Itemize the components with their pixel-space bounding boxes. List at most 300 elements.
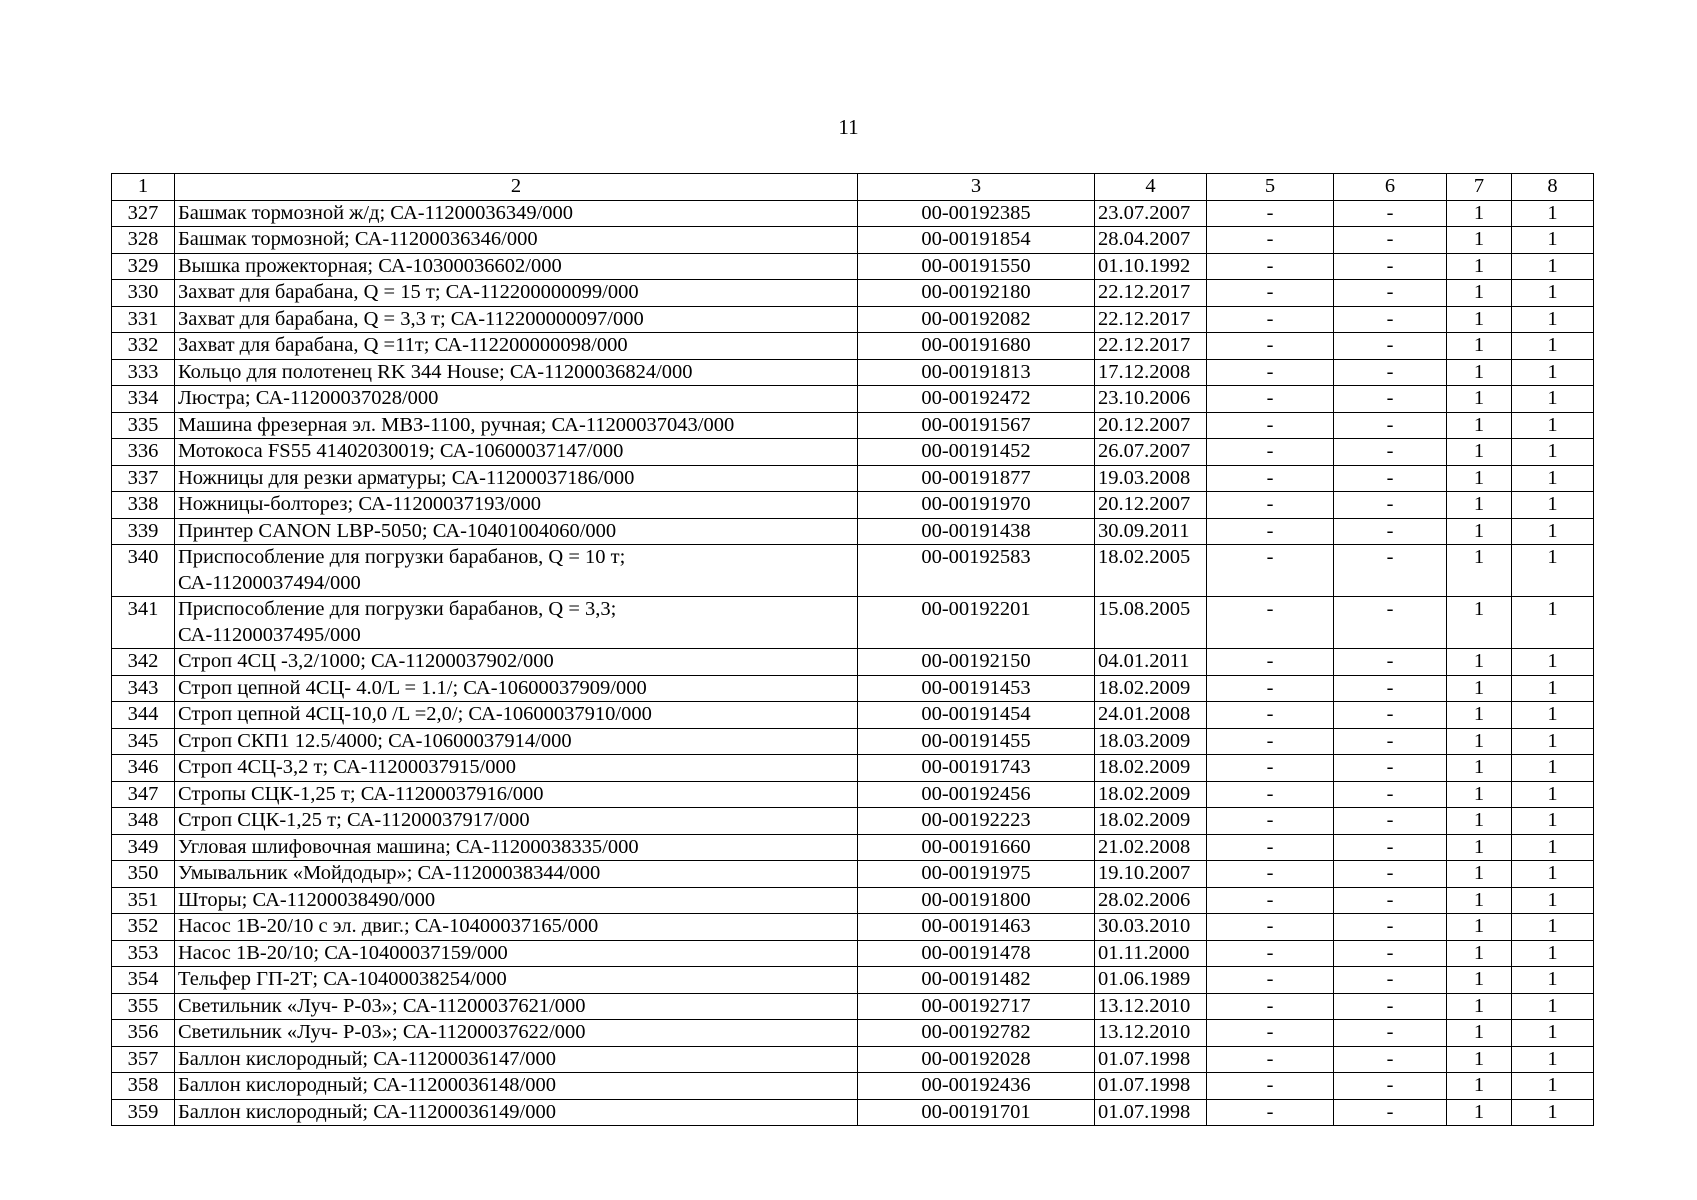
inventory-code-cell: 00-00192583 (858, 545, 1095, 597)
column-5-cell: - (1207, 386, 1334, 413)
inventory-code-cell: 00-00192180 (858, 280, 1095, 307)
column-7-cell: 1 (1447, 967, 1512, 994)
inventory-code-cell: 00-00191743 (858, 755, 1095, 782)
item-name-cell (175, 545, 858, 597)
table-row (112, 887, 1594, 914)
column-6-cell: - (1334, 702, 1447, 729)
date-cell: 13.12.2010 (1095, 1020, 1207, 1047)
item-name-cell: Кольцо для полотенец RK 344 House; СА-11200036824/000 (175, 359, 858, 386)
column-6-cell: - (1334, 1099, 1447, 1126)
column-5-cell: - (1207, 834, 1334, 861)
item-name-cell: Машина фрезерная эл. МВЗ-1100, ручная; СА-11200037043/000 (175, 412, 858, 439)
column-header: 4 (1095, 174, 1207, 201)
column-8-cell: 1 (1512, 439, 1594, 466)
table-row (112, 649, 1594, 676)
item-name-cell: Шторы; СА-11200038490/000 (175, 887, 858, 914)
column-7-cell: 1 (1447, 1020, 1512, 1047)
date-cell: 22.12.2017 (1095, 306, 1207, 333)
column-8-cell: 1 (1512, 465, 1594, 492)
inventory-code-cell: 00-00191478 (858, 940, 1095, 967)
column-5-cell: - (1207, 940, 1334, 967)
table-row (112, 439, 1594, 466)
column-5-cell: - (1207, 333, 1334, 360)
date-cell: 24.01.2008 (1095, 702, 1207, 729)
column-6-cell: - (1334, 306, 1447, 333)
column-8-cell: 1 (1512, 386, 1594, 413)
column-7-cell: 1 (1447, 253, 1512, 280)
table-row (112, 702, 1594, 729)
column-7-cell: 1 (1447, 597, 1512, 649)
row-number-cell: 351 (112, 887, 175, 914)
date-cell: 28.04.2007 (1095, 227, 1207, 254)
item-name-cell: Светильник «Луч- Р-03»; СА-11200037621/000 (175, 993, 858, 1020)
row-number-cell: 328 (112, 227, 175, 254)
column-5-cell: - (1207, 359, 1334, 386)
date-cell: 01.10.1992 (1095, 253, 1207, 280)
column-7-cell: 1 (1447, 465, 1512, 492)
table-row (112, 333, 1594, 360)
column-5-cell: - (1207, 675, 1334, 702)
row-number-cell: 344 (112, 702, 175, 729)
item-name-cell: Ножницы для резки арматуры; СА-11200037186/000 (175, 465, 858, 492)
column-7-cell: 1 (1447, 940, 1512, 967)
column-5-cell: - (1207, 412, 1334, 439)
column-header: 6 (1334, 174, 1447, 201)
table-row (112, 1099, 1594, 1126)
item-name-line: СА-11200037494/000 (178, 571, 361, 594)
item-name-cell: Башмак тормозной; СА-11200036346/000 (175, 227, 858, 254)
table-row (112, 914, 1594, 941)
column-7-cell: 1 (1447, 887, 1512, 914)
column-5-cell: - (1207, 728, 1334, 755)
row-number-cell: 342 (112, 649, 175, 676)
inventory-code-cell: 00-00191452 (858, 439, 1095, 466)
item-name-cell: Вышка прожекторная; СА-10300036602/000 (175, 253, 858, 280)
date-cell: 18.02.2005 (1095, 545, 1207, 597)
row-number-cell: 331 (112, 306, 175, 333)
table-header-row (112, 174, 1594, 201)
date-cell: 19.03.2008 (1095, 465, 1207, 492)
row-number-cell: 345 (112, 728, 175, 755)
date-cell: 01.11.2000 (1095, 940, 1207, 967)
item-name-line: СА-11200037495/000 (178, 623, 361, 646)
row-number-cell: 354 (112, 967, 175, 994)
column-7-cell: 1 (1447, 808, 1512, 835)
column-7-cell: 1 (1447, 386, 1512, 413)
inventory-code-cell: 00-00192472 (858, 386, 1095, 413)
column-6-cell: - (1334, 280, 1447, 307)
table-row (112, 412, 1594, 439)
table-row (112, 492, 1594, 519)
column-8-cell: 1 (1512, 728, 1594, 755)
table-row (112, 518, 1594, 545)
column-5-cell: - (1207, 887, 1334, 914)
date-cell: 28.02.2006 (1095, 887, 1207, 914)
column-5-cell: - (1207, 993, 1334, 1020)
column-7-cell: 1 (1447, 834, 1512, 861)
column-6-cell: - (1334, 227, 1447, 254)
column-6-cell: - (1334, 1046, 1447, 1073)
column-7-cell: 1 (1447, 1073, 1512, 1100)
row-number-cell: 357 (112, 1046, 175, 1073)
column-6-cell: - (1334, 386, 1447, 413)
row-number-cell: 353 (112, 940, 175, 967)
column-6-cell: - (1334, 993, 1447, 1020)
inventory-code-cell: 00-00192082 (858, 306, 1095, 333)
column-6-cell: - (1334, 597, 1447, 649)
table-row (112, 597, 1594, 649)
column-header: 5 (1207, 174, 1334, 201)
column-6-cell: - (1334, 834, 1447, 861)
column-7-cell: 1 (1447, 280, 1512, 307)
row-number-cell: 343 (112, 675, 175, 702)
date-cell: 18.02.2009 (1095, 808, 1207, 835)
column-header: 3 (858, 174, 1095, 201)
column-5-cell: - (1207, 861, 1334, 888)
column-6-cell: - (1334, 914, 1447, 941)
table-row (112, 993, 1594, 1020)
row-number-cell: 340 (112, 545, 175, 597)
column-header: 1 (112, 174, 175, 201)
table-row (112, 781, 1594, 808)
row-number-cell: 358 (112, 1073, 175, 1100)
inventory-code-cell: 00-00191455 (858, 728, 1095, 755)
column-6-cell: - (1334, 967, 1447, 994)
date-cell: 01.06.1989 (1095, 967, 1207, 994)
column-7-cell: 1 (1447, 227, 1512, 254)
column-7-cell: 1 (1447, 755, 1512, 782)
table-row (112, 1046, 1594, 1073)
column-5-cell: - (1207, 597, 1334, 649)
column-6-cell: - (1334, 755, 1447, 782)
column-7-cell: 1 (1447, 1099, 1512, 1126)
table-row (112, 808, 1594, 835)
column-5-cell: - (1207, 306, 1334, 333)
row-number-cell: 339 (112, 518, 175, 545)
item-name-line: Приспособление для погрузки барабанов, Q = 3,3; (178, 598, 617, 620)
table-row (112, 386, 1594, 413)
column-8-cell: 1 (1512, 545, 1594, 597)
column-7-cell: 1 (1447, 359, 1512, 386)
column-5-cell: - (1207, 649, 1334, 676)
item-name-cell: Стропы СЦК-1,25 т; СА-11200037916/000 (175, 781, 858, 808)
column-6-cell: - (1334, 359, 1447, 386)
inventory-code-cell: 00-00191854 (858, 227, 1095, 254)
column-6-cell: - (1334, 253, 1447, 280)
column-7-cell: 1 (1447, 439, 1512, 466)
item-name-line: Приспособление для погрузки барабанов, Q = 10 т; (178, 546, 626, 568)
item-name-cell: Баллон кислородный; СА-11200036148/000 (175, 1073, 858, 1100)
column-7-cell: 1 (1447, 649, 1512, 676)
item-name-cell: Строп СЦК-1,25 т; СА-11200037917/000 (175, 808, 858, 835)
column-5-cell: - (1207, 967, 1334, 994)
column-8-cell: 1 (1512, 253, 1594, 280)
date-cell: 21.02.2008 (1095, 834, 1207, 861)
column-6-cell: - (1334, 781, 1447, 808)
inventory-table (111, 173, 1594, 1126)
column-5-cell: - (1207, 755, 1334, 782)
column-6-cell: - (1334, 545, 1447, 597)
column-5-cell: - (1207, 492, 1334, 519)
column-5-cell: - (1207, 914, 1334, 941)
column-6-cell: - (1334, 1020, 1447, 1047)
table-row (112, 755, 1594, 782)
inventory-code-cell: 00-00192223 (858, 808, 1095, 835)
table-row (112, 834, 1594, 861)
date-cell: 01.07.1998 (1095, 1073, 1207, 1100)
column-6-cell: - (1334, 675, 1447, 702)
inventory-code-cell: 00-00192717 (858, 993, 1095, 1020)
column-8-cell: 1 (1512, 675, 1594, 702)
date-cell: 01.07.1998 (1095, 1046, 1207, 1073)
column-8-cell: 1 (1512, 914, 1594, 941)
column-5-cell: - (1207, 808, 1334, 835)
inventory-code-cell: 00-00191877 (858, 465, 1095, 492)
item-name-cell: Строп цепной 4СЦ-10,0 /L =2,0/; СА-10600037910/000 (175, 702, 858, 729)
inventory-code-cell: 00-00191567 (858, 412, 1095, 439)
item-name-cell: Захват для барабана, Q = 3,3 т; СА-112200000097/000 (175, 306, 858, 333)
inventory-code-cell: 00-00192201 (858, 597, 1095, 649)
date-cell: 01.07.1998 (1095, 1099, 1207, 1126)
column-7-cell: 1 (1447, 675, 1512, 702)
table-row (112, 359, 1594, 386)
column-7-cell: 1 (1447, 200, 1512, 227)
column-7-cell: 1 (1447, 728, 1512, 755)
table-row (112, 545, 1594, 597)
column-8-cell: 1 (1512, 781, 1594, 808)
column-7-cell: 1 (1447, 1046, 1512, 1073)
date-cell: 23.10.2006 (1095, 386, 1207, 413)
column-8-cell: 1 (1512, 940, 1594, 967)
column-5-cell: - (1207, 1099, 1334, 1126)
column-6-cell: - (1334, 412, 1447, 439)
column-5-cell: - (1207, 545, 1334, 597)
inventory-code-cell: 00-00191660 (858, 834, 1095, 861)
item-name-cell: Мотокоса FS55 41402030019; СА-10600037147/000 (175, 439, 858, 466)
date-cell: 15.08.2005 (1095, 597, 1207, 649)
date-cell: 30.09.2011 (1095, 518, 1207, 545)
column-6-cell: - (1334, 649, 1447, 676)
column-6-cell: - (1334, 333, 1447, 360)
column-header: 8 (1512, 174, 1594, 201)
column-8-cell: 1 (1512, 518, 1594, 545)
column-8-cell: 1 (1512, 834, 1594, 861)
row-number-cell: 348 (112, 808, 175, 835)
column-6-cell: - (1334, 465, 1447, 492)
row-number-cell: 333 (112, 359, 175, 386)
inventory-code-cell: 00-00191800 (858, 887, 1095, 914)
column-7-cell: 1 (1447, 781, 1512, 808)
column-8-cell: 1 (1512, 359, 1594, 386)
column-7-cell: 1 (1447, 861, 1512, 888)
table-row (112, 1020, 1594, 1047)
column-5-cell: - (1207, 280, 1334, 307)
date-cell: 18.02.2009 (1095, 755, 1207, 782)
column-6-cell: - (1334, 200, 1447, 227)
page-number: 11 (838, 115, 859, 139)
table-row (112, 465, 1594, 492)
date-cell: 22.12.2017 (1095, 280, 1207, 307)
column-8-cell: 1 (1512, 1046, 1594, 1073)
table-row (112, 728, 1594, 755)
inventory-code-cell: 00-00191970 (858, 492, 1095, 519)
inventory-code-cell: 00-00191813 (858, 359, 1095, 386)
row-number-cell: 330 (112, 280, 175, 307)
column-8-cell: 1 (1512, 1099, 1594, 1126)
row-number-cell: 336 (112, 439, 175, 466)
item-name-cell: Ножницы-болторез; СА-11200037193/000 (175, 492, 858, 519)
column-7-cell: 1 (1447, 993, 1512, 1020)
column-7-cell: 1 (1447, 333, 1512, 360)
table-row (112, 227, 1594, 254)
column-5-cell: - (1207, 227, 1334, 254)
column-8-cell: 1 (1512, 993, 1594, 1020)
column-8-cell: 1 (1512, 1073, 1594, 1100)
inventory-code-cell: 00-00192385 (858, 200, 1095, 227)
column-6-cell: - (1334, 861, 1447, 888)
item-name-cell (175, 597, 858, 649)
column-6-cell: - (1334, 887, 1447, 914)
inventory-code-cell: 00-00192782 (858, 1020, 1095, 1047)
column-8-cell: 1 (1512, 200, 1594, 227)
column-5-cell: - (1207, 439, 1334, 466)
column-8-cell: 1 (1512, 702, 1594, 729)
inventory-code-cell: 00-00191463 (858, 914, 1095, 941)
column-6-cell: - (1334, 439, 1447, 466)
item-name-cell: Баллон кислородный; СА-11200036149/000 (175, 1099, 858, 1126)
table-row (112, 940, 1594, 967)
table-row (112, 306, 1594, 333)
column-5-cell: - (1207, 253, 1334, 280)
column-5-cell: - (1207, 518, 1334, 545)
row-number-cell: 352 (112, 914, 175, 941)
row-number-cell: 327 (112, 200, 175, 227)
inventory-code-cell: 00-00192028 (858, 1046, 1095, 1073)
column-8-cell: 1 (1512, 755, 1594, 782)
item-name-cell: Люстра; СА-11200037028/000 (175, 386, 858, 413)
item-name-cell: Строп цепной 4СЦ- 4.0/L = 1.1/; СА-10600037909/000 (175, 675, 858, 702)
column-8-cell: 1 (1512, 808, 1594, 835)
column-5-cell: - (1207, 1046, 1334, 1073)
column-6-cell: - (1334, 940, 1447, 967)
column-8-cell: 1 (1512, 492, 1594, 519)
column-5-cell: - (1207, 702, 1334, 729)
item-name-cell: Насос 1В-20/10; СА-10400037159/000 (175, 940, 858, 967)
row-number-cell: 349 (112, 834, 175, 861)
date-cell: 04.01.2011 (1095, 649, 1207, 676)
item-name-cell: Строп 4СЦ-3,2 т; СА-11200037915/000 (175, 755, 858, 782)
column-8-cell: 1 (1512, 280, 1594, 307)
table-row (112, 861, 1594, 888)
item-name-cell: Строп 4СЦ -3,2/1000; СА-11200037902/000 (175, 649, 858, 676)
table-row (112, 675, 1594, 702)
table-row (112, 967, 1594, 994)
inventory-code-cell: 00-00191454 (858, 702, 1095, 729)
table-row (112, 200, 1594, 227)
item-name-cell: Принтер CANON LBP-5050; СА-10401004060/000 (175, 518, 858, 545)
table-row (112, 280, 1594, 307)
date-cell: 22.12.2017 (1095, 333, 1207, 360)
item-name-cell: Баллон кислородный; СА-11200036147/000 (175, 1046, 858, 1073)
inventory-code-cell: 00-00191550 (858, 253, 1095, 280)
column-header: 2 (175, 174, 858, 201)
date-cell: 13.12.2010 (1095, 993, 1207, 1020)
column-7-cell: 1 (1447, 545, 1512, 597)
inventory-code-cell: 00-00191438 (858, 518, 1095, 545)
inventory-code-cell: 00-00192436 (858, 1073, 1095, 1100)
row-number-cell: 350 (112, 861, 175, 888)
item-name-cell: Умывальник «Мойдодыр»; СА-11200038344/000 (175, 861, 858, 888)
column-6-cell: - (1334, 518, 1447, 545)
item-name-cell: Угловая шлифовочная машина; СА-11200038335/000 (175, 834, 858, 861)
column-6-cell: - (1334, 808, 1447, 835)
table-body (112, 200, 1594, 1126)
date-cell: 18.03.2009 (1095, 728, 1207, 755)
column-5-cell: - (1207, 1073, 1334, 1100)
inventory-code-cell: 00-00191975 (858, 861, 1095, 888)
date-cell: 19.10.2007 (1095, 861, 1207, 888)
column-8-cell: 1 (1512, 306, 1594, 333)
column-7-cell: 1 (1447, 306, 1512, 333)
column-7-cell: 1 (1447, 518, 1512, 545)
row-number-cell: 332 (112, 333, 175, 360)
item-name-cell: Строп СКП1 12.5/4000; СА-10600037914/000 (175, 728, 858, 755)
row-number-cell: 334 (112, 386, 175, 413)
date-cell: 30.03.2010 (1095, 914, 1207, 941)
inventory-code-cell: 00-00191482 (858, 967, 1095, 994)
column-8-cell: 1 (1512, 412, 1594, 439)
column-6-cell: - (1334, 492, 1447, 519)
column-8-cell: 1 (1512, 861, 1594, 888)
column-7-cell: 1 (1447, 914, 1512, 941)
date-cell: 26.07.2007 (1095, 439, 1207, 466)
inventory-code-cell: 00-00192150 (858, 649, 1095, 676)
row-number-cell: 338 (112, 492, 175, 519)
item-name-cell: Захват для барабана, Q = 15 т; СА-112200000099/000 (175, 280, 858, 307)
item-name-cell: Насос 1В-20/10 с эл. двиг.; СА-10400037165/000 (175, 914, 858, 941)
column-8-cell: 1 (1512, 649, 1594, 676)
row-number-cell: 329 (112, 253, 175, 280)
table-row (112, 253, 1594, 280)
date-cell: 20.12.2007 (1095, 492, 1207, 519)
inventory-code-cell: 00-00191680 (858, 333, 1095, 360)
column-header: 7 (1447, 174, 1512, 201)
column-5-cell: - (1207, 200, 1334, 227)
row-number-cell: 341 (112, 597, 175, 649)
inventory-code-cell: 00-00191701 (858, 1099, 1095, 1126)
row-number-cell: 337 (112, 465, 175, 492)
column-8-cell: 1 (1512, 887, 1594, 914)
item-name-cell: Тельфер ГП-2Т; СА-10400038254/000 (175, 967, 858, 994)
column-8-cell: 1 (1512, 597, 1594, 649)
column-8-cell: 1 (1512, 967, 1594, 994)
item-name-cell: Светильник «Луч- Р-03»; СА-11200037622/000 (175, 1020, 858, 1047)
column-8-cell: 1 (1512, 333, 1594, 360)
inventory-code-cell: 00-00192456 (858, 781, 1095, 808)
column-6-cell: - (1334, 1073, 1447, 1100)
date-cell: 18.02.2009 (1095, 781, 1207, 808)
column-5-cell: - (1207, 465, 1334, 492)
row-number-cell: 356 (112, 1020, 175, 1047)
column-5-cell: - (1207, 1020, 1334, 1047)
item-name-cell: Захват для барабана, Q =11т; СА-112200000098/000 (175, 333, 858, 360)
column-6-cell: - (1334, 728, 1447, 755)
date-cell: 23.07.2007 (1095, 200, 1207, 227)
column-5-cell: - (1207, 781, 1334, 808)
row-number-cell: 359 (112, 1099, 175, 1126)
date-cell: 20.12.2007 (1095, 412, 1207, 439)
column-7-cell: 1 (1447, 492, 1512, 519)
